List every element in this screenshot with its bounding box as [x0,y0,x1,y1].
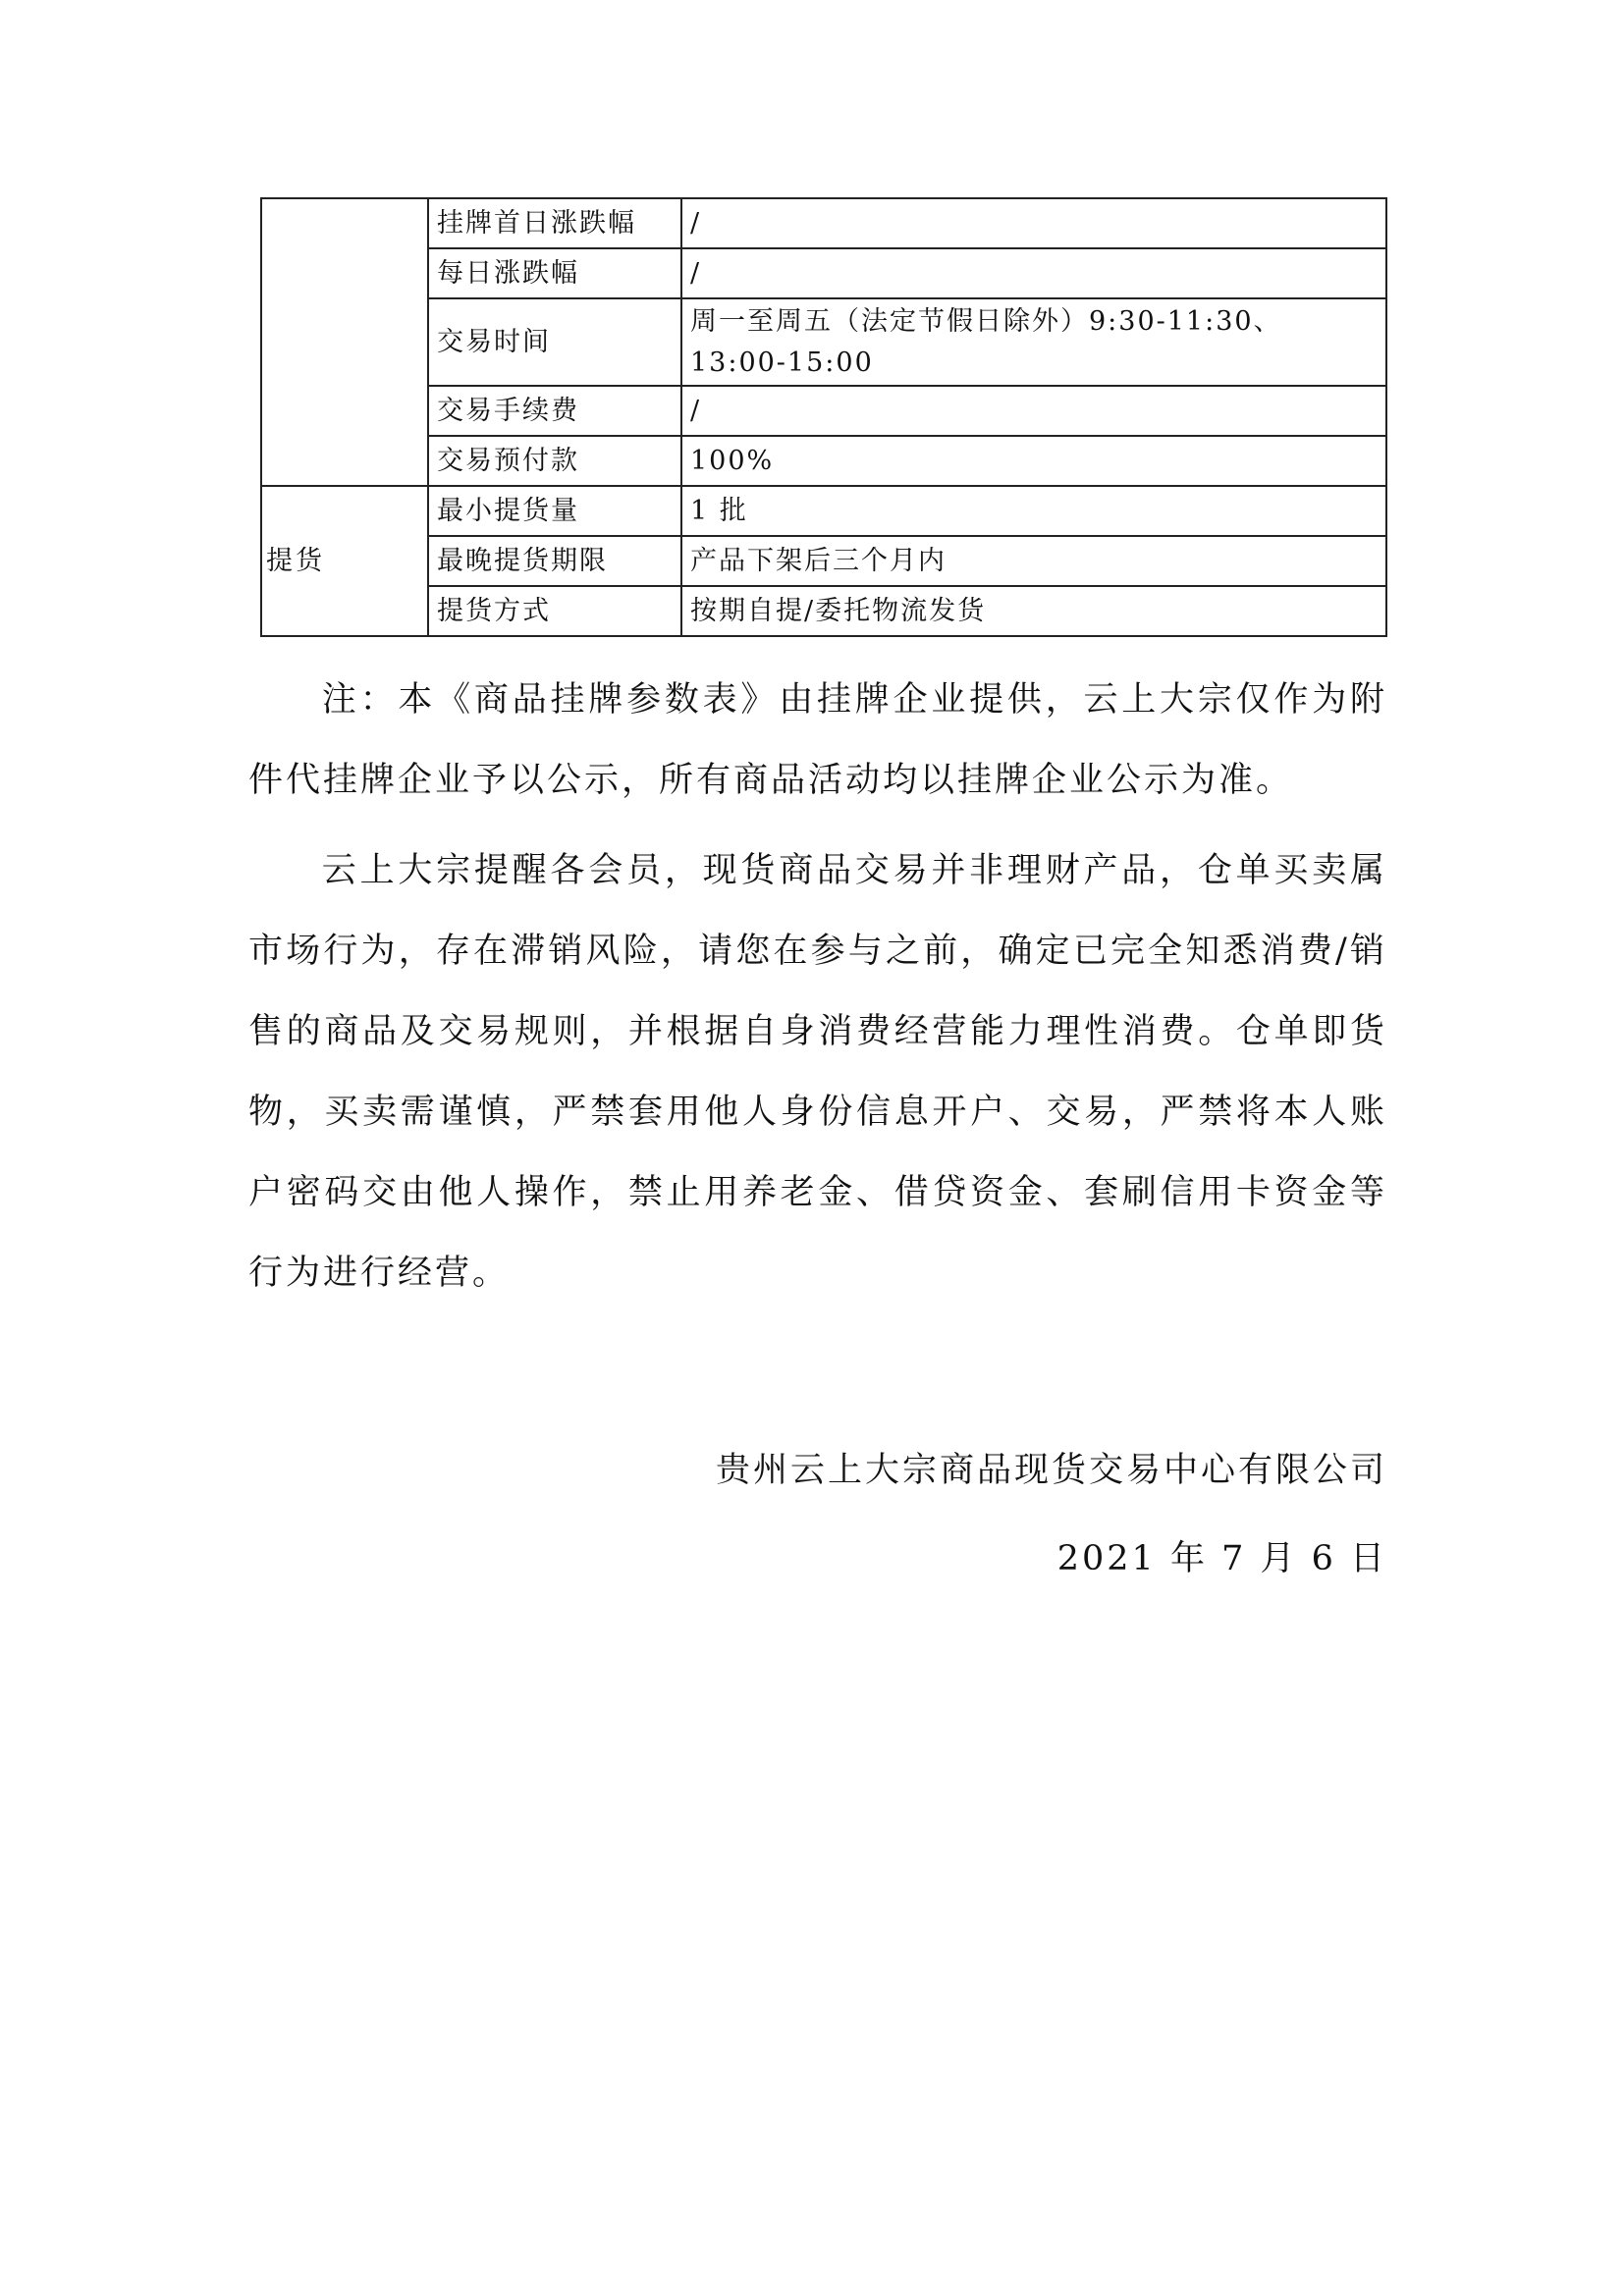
table-row [261,486,1386,536]
note-text: 注：本《商品挂牌参数表》由挂牌企业提供，云上大宗仅作为附件代挂牌企业予以公示，所有商品活动均以挂牌企业公示为准。 [248,680,1387,800]
trading-hours-line-2: 13:00-15:00 [690,347,874,378]
table-value-cell [681,298,1386,386]
table-row [261,198,1386,248]
table-label-cell: 交易时间 [428,298,681,386]
table-label-cell: 交易手续费 [428,386,681,436]
table-row [261,298,1386,386]
table-value-cell: / [681,386,1386,436]
table-row [261,436,1386,486]
listing-parameters-table [260,197,1387,637]
table-value-cell: 按期自提/委托物流发货 [681,586,1386,636]
table-value-cell: 100% [681,436,1386,486]
risk-reminder-paragraph [248,830,1387,1313]
table-label-cell: 挂牌首日涨跌幅 [428,198,681,248]
table-label-cell: 最小提货量 [428,486,681,536]
table-value-cell: 1 批 [681,486,1386,536]
table-value-cell: / [681,248,1386,298]
signature-date: 2021 年 7 月 6 日 [1056,1539,1387,1578]
table-row [261,536,1386,586]
table-label-cell: 交易预付款 [428,436,681,486]
table-row [261,586,1386,636]
table-value-cell: 产品下架后三个月内 [681,536,1386,586]
reminder-text: 云上大宗提醒各会员，现货商品交易并非理财产品，仓单买卖属市场行为，存在滞销风险，请您在参与之前，确定已完全知悉消费/销售的商品及交易规则，并根据自身消费经营能力理性消费。仓单即货物，买卖需谨慎，严禁套用他人身份信息开户、交易，严禁将本人账户密码交由他人操作，禁止用养老金、借贷资金、套刷信用卡资金等行为进行经营。 [248,851,1387,1293]
table-label-cell: 最晚提货期限 [428,536,681,586]
table-group-cell-delivery: 提货 [261,486,428,636]
table-value-cell: / [681,198,1386,248]
signature-company: 贵州云上大宗商品现货交易中心有限公司 [715,1451,1387,1490]
table-row [261,248,1386,298]
table-row [261,386,1386,436]
trading-hours-line-1: 周一至周五（法定节假日除外）9:30-11:30、 [690,305,1282,337]
table-group-cell-trading [261,198,428,486]
table-label-cell: 提货方式 [428,586,681,636]
table-label-cell: 每日涨跌幅 [428,248,681,298]
note-paragraph [248,660,1387,821]
